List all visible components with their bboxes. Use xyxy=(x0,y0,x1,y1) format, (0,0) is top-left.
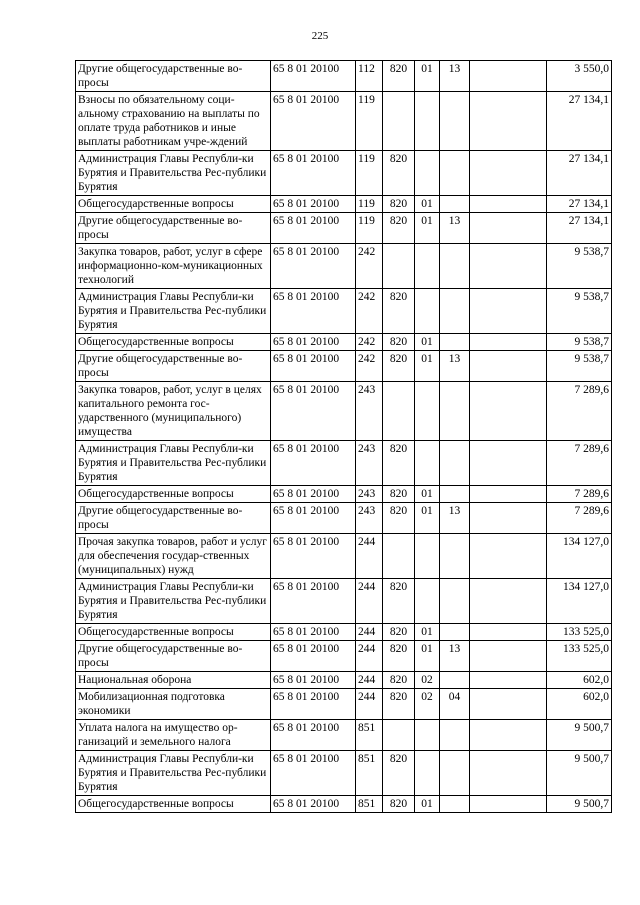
ministry-code-cell: 820 xyxy=(383,672,415,689)
row-name-cell: Администрация Главы Республи-ки Бурятия и Правительства Рес-публики Бурятия xyxy=(76,289,271,334)
table-row xyxy=(76,213,612,244)
subsection-cell xyxy=(440,196,470,213)
subsection-cell: 04 xyxy=(440,689,470,720)
section-cell xyxy=(415,151,440,196)
blank-cell xyxy=(470,61,547,92)
expense-type-cell: 119 xyxy=(356,196,383,213)
amount-cell: 9 538,7 xyxy=(547,351,612,382)
section-cell: 01 xyxy=(415,196,440,213)
section-cell xyxy=(415,534,440,579)
amount-cell: 9 500,7 xyxy=(547,796,612,813)
subsection-cell xyxy=(440,486,470,503)
table-row xyxy=(76,641,612,672)
table-row xyxy=(76,486,612,503)
ministry-code-cell: 820 xyxy=(383,579,415,624)
blank-cell xyxy=(470,334,547,351)
expense-type-cell: 243 xyxy=(356,382,383,441)
ministry-code-cell xyxy=(383,534,415,579)
subsection-cell xyxy=(440,441,470,486)
subsection-cell xyxy=(440,151,470,196)
subsection-cell xyxy=(440,382,470,441)
row-name-cell: Общегосударственные вопросы xyxy=(76,796,271,813)
table-row xyxy=(76,61,612,92)
subsection-cell: 13 xyxy=(440,503,470,534)
blank-cell xyxy=(470,579,547,624)
expense-type-cell: 119 xyxy=(356,151,383,196)
ministry-code-cell xyxy=(383,92,415,151)
amount-cell: 7 289,6 xyxy=(547,382,612,441)
blank-cell xyxy=(470,289,547,334)
target-code-cell: 65 8 01 20100 xyxy=(271,151,356,196)
expense-type-cell: 244 xyxy=(356,672,383,689)
target-code-cell: 65 8 01 20100 xyxy=(271,534,356,579)
blank-cell xyxy=(470,624,547,641)
ministry-code-cell: 820 xyxy=(383,441,415,486)
ministry-code-cell xyxy=(383,244,415,289)
blank-cell xyxy=(470,382,547,441)
blank-cell xyxy=(470,720,547,751)
target-code-cell: 65 8 01 20100 xyxy=(271,351,356,382)
expense-type-cell: 851 xyxy=(356,796,383,813)
section-cell xyxy=(415,720,440,751)
subsection-cell xyxy=(440,244,470,289)
blank-cell xyxy=(470,503,547,534)
table-row xyxy=(76,196,612,213)
target-code-cell: 65 8 01 20100 xyxy=(271,579,356,624)
target-code-cell: 65 8 01 20100 xyxy=(271,334,356,351)
ministry-code-cell: 820 xyxy=(383,351,415,382)
subsection-cell xyxy=(440,289,470,334)
amount-cell: 9 538,7 xyxy=(547,244,612,289)
subsection-cell xyxy=(440,92,470,151)
row-name-cell: Закупка товаров, работ, услуг в целях капитального ремонта гос-ударственного (муниципального) имущества xyxy=(76,382,271,441)
section-cell: 02 xyxy=(415,689,440,720)
section-cell: 01 xyxy=(415,486,440,503)
ministry-code-cell: 820 xyxy=(383,641,415,672)
subsection-cell xyxy=(440,334,470,351)
row-name-cell: Взносы по обязательному соци-альному страхованию на выплаты по оплате труда работников и иные выплаты работникам учре-ждений xyxy=(76,92,271,151)
target-code-cell: 65 8 01 20100 xyxy=(271,61,356,92)
blank-cell xyxy=(470,796,547,813)
subsection-cell xyxy=(440,672,470,689)
blank-cell xyxy=(470,151,547,196)
target-code-cell: 65 8 01 20100 xyxy=(271,720,356,751)
section-cell: 01 xyxy=(415,624,440,641)
ministry-code-cell: 820 xyxy=(383,689,415,720)
ministry-code-cell: 820 xyxy=(383,486,415,503)
table-row xyxy=(76,334,612,351)
table-row xyxy=(76,796,612,813)
table-row xyxy=(76,579,612,624)
row-name-cell: Общегосударственные вопросы xyxy=(76,196,271,213)
expense-type-cell: 243 xyxy=(356,441,383,486)
expense-type-cell: 243 xyxy=(356,503,383,534)
expense-type-cell: 242 xyxy=(356,289,383,334)
target-code-cell: 65 8 01 20100 xyxy=(271,796,356,813)
blank-cell xyxy=(470,751,547,796)
blank-cell xyxy=(470,351,547,382)
ministry-code-cell: 820 xyxy=(383,503,415,534)
ministry-code-cell: 820 xyxy=(383,289,415,334)
expense-type-cell: 244 xyxy=(356,641,383,672)
target-code-cell: 65 8 01 20100 xyxy=(271,244,356,289)
target-code-cell: 65 8 01 20100 xyxy=(271,289,356,334)
expense-type-cell: 851 xyxy=(356,720,383,751)
amount-cell: 134 127,0 xyxy=(547,579,612,624)
ministry-code-cell xyxy=(383,382,415,441)
target-code-cell: 65 8 01 20100 xyxy=(271,196,356,213)
subsection-cell: 13 xyxy=(440,351,470,382)
target-code-cell: 65 8 01 20100 xyxy=(271,486,356,503)
ministry-code-cell: 820 xyxy=(383,61,415,92)
blank-cell xyxy=(470,689,547,720)
section-cell xyxy=(415,751,440,796)
section-cell: 01 xyxy=(415,796,440,813)
amount-cell: 7 289,6 xyxy=(547,486,612,503)
page-number: 225 xyxy=(311,30,329,42)
blank-cell xyxy=(470,244,547,289)
section-cell: 01 xyxy=(415,351,440,382)
expense-type-cell: 242 xyxy=(356,351,383,382)
amount-cell: 9 538,7 xyxy=(547,334,612,351)
row-name-cell: Прочая закупка товаров, работ и услуг для обеспечения государ-ственных (муниципальных) нужд xyxy=(76,534,271,579)
table-row xyxy=(76,720,612,751)
target-code-cell: 65 8 01 20100 xyxy=(271,92,356,151)
subsection-cell xyxy=(440,720,470,751)
section-cell xyxy=(415,579,440,624)
section-cell xyxy=(415,441,440,486)
target-code-cell: 65 8 01 20100 xyxy=(271,503,356,534)
blank-cell xyxy=(470,213,547,244)
expense-type-cell: 242 xyxy=(356,334,383,351)
expense-type-cell: 119 xyxy=(356,92,383,151)
row-name-cell: Другие общегосударственные во-просы xyxy=(76,213,271,244)
ministry-code-cell: 820 xyxy=(383,796,415,813)
subsection-cell: 13 xyxy=(440,61,470,92)
section-cell: 01 xyxy=(415,213,440,244)
row-name-cell: Администрация Главы Республи-ки Бурятия и Правительства Рес-публики Бурятия xyxy=(76,151,271,196)
blank-cell xyxy=(470,641,547,672)
row-name-cell: Другие общегосударственные во-просы xyxy=(76,503,271,534)
section-cell: 01 xyxy=(415,61,440,92)
amount-cell: 7 289,6 xyxy=(547,441,612,486)
subsection-cell: 13 xyxy=(440,213,470,244)
row-name-cell: Общегосударственные вопросы xyxy=(76,486,271,503)
target-code-cell: 65 8 01 20100 xyxy=(271,672,356,689)
subsection-cell xyxy=(440,534,470,579)
table-row xyxy=(76,672,612,689)
row-name-cell: Национальная оборона xyxy=(76,672,271,689)
blank-cell xyxy=(470,92,547,151)
target-code-cell: 65 8 01 20100 xyxy=(271,641,356,672)
table-row xyxy=(76,751,612,796)
amount-cell: 27 134,1 xyxy=(547,196,612,213)
ministry-code-cell: 820 xyxy=(383,196,415,213)
section-cell xyxy=(415,92,440,151)
subsection-cell xyxy=(440,796,470,813)
expense-type-cell: 119 xyxy=(356,213,383,244)
ministry-code-cell: 820 xyxy=(383,151,415,196)
amount-cell: 602,0 xyxy=(547,672,612,689)
table-row xyxy=(76,92,612,151)
table-row xyxy=(76,244,612,289)
section-cell xyxy=(415,382,440,441)
table-row xyxy=(76,382,612,441)
target-code-cell: 65 8 01 20100 xyxy=(271,624,356,641)
row-name-cell: Другие общегосударственные во-просы xyxy=(76,351,271,382)
row-name-cell: Общегосударственные вопросы xyxy=(76,624,271,641)
table-row xyxy=(76,351,612,382)
amount-cell: 602,0 xyxy=(547,689,612,720)
blank-cell xyxy=(470,486,547,503)
table-row xyxy=(76,503,612,534)
row-name-cell: Другие общегосударственные во-просы xyxy=(76,61,271,92)
section-cell xyxy=(415,244,440,289)
budget-table xyxy=(75,60,612,813)
ministry-code-cell: 820 xyxy=(383,624,415,641)
amount-cell: 27 134,1 xyxy=(547,151,612,196)
amount-cell: 9 500,7 xyxy=(547,751,612,796)
row-name-cell: Администрация Главы Республи-ки Бурятия и Правительства Рес-публики Бурятия xyxy=(76,579,271,624)
subsection-cell xyxy=(440,579,470,624)
blank-cell xyxy=(470,534,547,579)
section-cell: 02 xyxy=(415,672,440,689)
subsection-cell xyxy=(440,751,470,796)
table-body xyxy=(76,61,612,813)
row-name-cell: Администрация Главы Республи-ки Бурятия и Правительства Рес-публики Бурятия xyxy=(76,751,271,796)
amount-cell: 134 127,0 xyxy=(547,534,612,579)
row-name-cell: Закупка товаров, работ, услуг в сфере информационно-ком-муникационных технологий xyxy=(76,244,271,289)
amount-cell: 7 289,6 xyxy=(547,503,612,534)
target-code-cell: 65 8 01 20100 xyxy=(271,689,356,720)
amount-cell: 27 134,1 xyxy=(547,213,612,244)
section-cell: 01 xyxy=(415,641,440,672)
amount-cell: 27 134,1 xyxy=(547,92,612,151)
ministry-code-cell xyxy=(383,720,415,751)
table-row xyxy=(76,441,612,486)
expense-type-cell: 851 xyxy=(356,751,383,796)
ministry-code-cell: 820 xyxy=(383,213,415,244)
amount-cell: 3 550,0 xyxy=(547,61,612,92)
subsection-cell: 13 xyxy=(440,641,470,672)
target-code-cell: 65 8 01 20100 xyxy=(271,751,356,796)
blank-cell xyxy=(470,672,547,689)
blank-cell xyxy=(470,441,547,486)
row-name-cell: Мобилизационная подготовка экономики xyxy=(76,689,271,720)
ministry-code-cell: 820 xyxy=(383,334,415,351)
table-row xyxy=(76,151,612,196)
amount-cell: 133 525,0 xyxy=(547,624,612,641)
expense-type-cell: 244 xyxy=(356,534,383,579)
target-code-cell: 65 8 01 20100 xyxy=(271,382,356,441)
row-name-cell: Другие общегосударственные во-просы xyxy=(76,641,271,672)
expense-type-cell: 242 xyxy=(356,244,383,289)
ministry-code-cell: 820 xyxy=(383,751,415,796)
section-cell xyxy=(415,289,440,334)
amount-cell: 9 538,7 xyxy=(547,289,612,334)
expense-type-cell: 244 xyxy=(356,579,383,624)
table-row xyxy=(76,289,612,334)
expense-type-cell: 244 xyxy=(356,624,383,641)
table-row xyxy=(76,689,612,720)
row-name-cell: Уплата налога на имущество ор-ганизаций и земельного налога xyxy=(76,720,271,751)
expense-type-cell: 112 xyxy=(356,61,383,92)
amount-cell: 9 500,7 xyxy=(547,720,612,751)
amount-cell: 133 525,0 xyxy=(547,641,612,672)
table-row xyxy=(76,624,612,641)
expense-type-cell: 243 xyxy=(356,486,383,503)
table-row xyxy=(76,534,612,579)
row-name-cell: Администрация Главы Республи-ки Бурятия и Правительства Рес-публики Бурятия xyxy=(76,441,271,486)
target-code-cell: 65 8 01 20100 xyxy=(271,441,356,486)
section-cell: 01 xyxy=(415,503,440,534)
subsection-cell xyxy=(440,624,470,641)
row-name-cell: Общегосударственные вопросы xyxy=(76,334,271,351)
blank-cell xyxy=(470,196,547,213)
expense-type-cell: 244 xyxy=(356,689,383,720)
target-code-cell: 65 8 01 20100 xyxy=(271,213,356,244)
section-cell: 01 xyxy=(415,334,440,351)
